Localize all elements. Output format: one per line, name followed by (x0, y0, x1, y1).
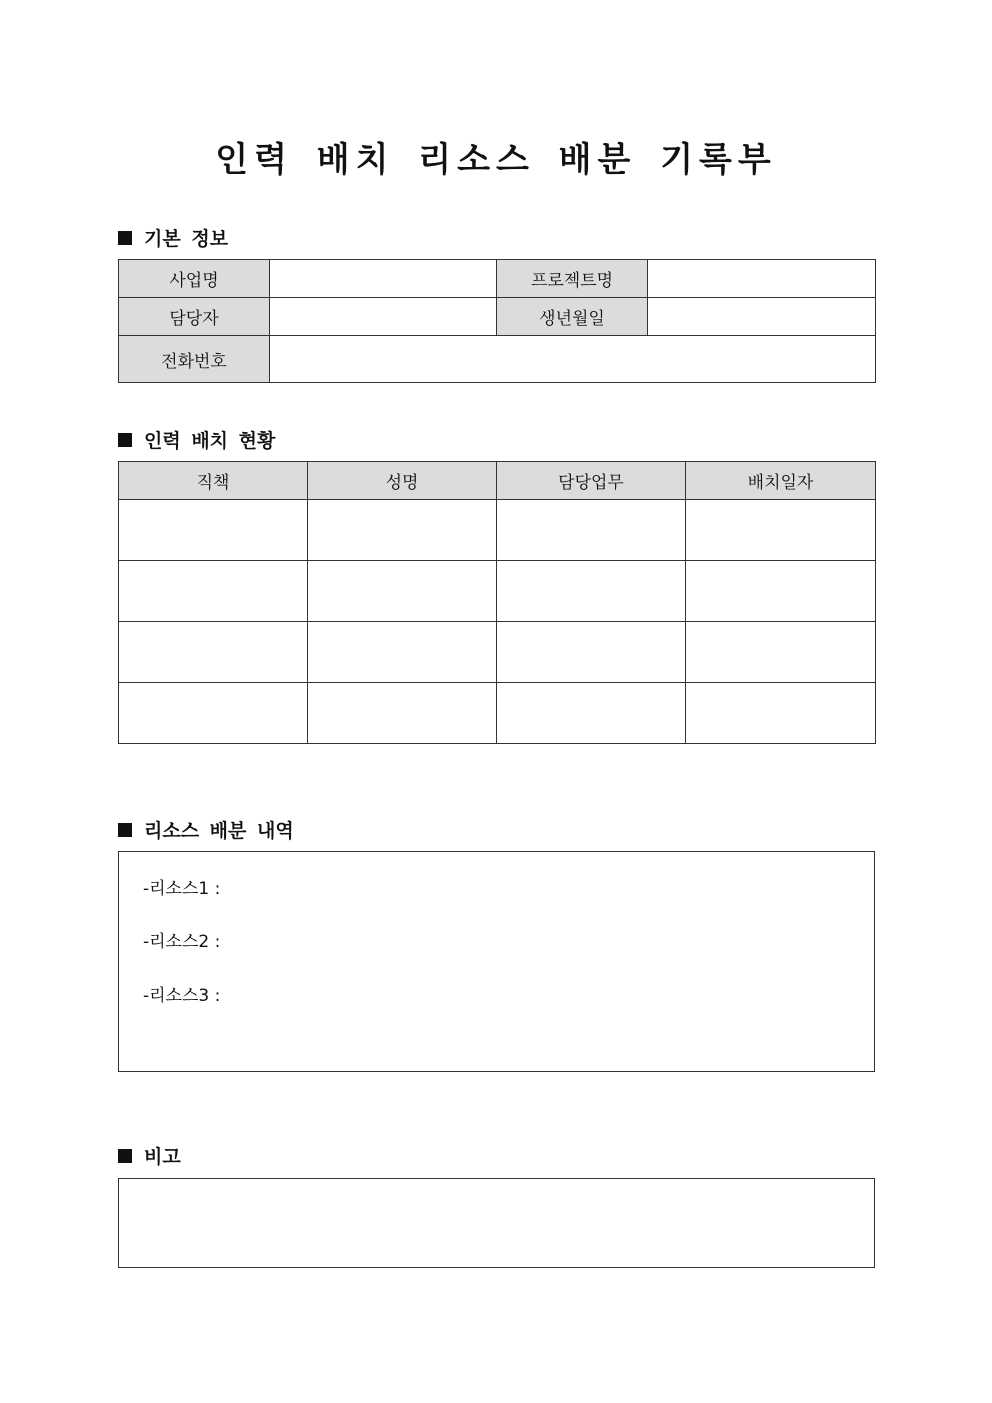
remarks-box[interactable] (118, 1178, 875, 1268)
table-cell[interactable] (119, 500, 308, 561)
table-cell[interactable] (497, 622, 686, 683)
project-name-field[interactable] (648, 260, 876, 298)
table-row (119, 622, 876, 683)
table-cell[interactable] (497, 683, 686, 744)
square-bullet-icon (118, 433, 132, 447)
table-row (119, 500, 876, 561)
birth-date-label: 생년월일 (497, 298, 648, 336)
resource-1-label: -리소스1 : (143, 879, 221, 899)
section-label: 기본 정보 (144, 228, 229, 250)
square-bullet-icon (118, 823, 132, 837)
header-name: 성명 (308, 462, 497, 500)
table-cell[interactable] (497, 561, 686, 622)
section-resource-heading (118, 816, 294, 843)
table-cell[interactable] (119, 622, 308, 683)
section-label: 비고 (144, 1146, 181, 1168)
table-cell[interactable] (308, 683, 497, 744)
square-bullet-icon (118, 231, 132, 245)
manager-field[interactable] (270, 298, 497, 336)
table-cell[interactable] (308, 500, 497, 561)
section-label: 인력 배치 현황 (144, 430, 276, 452)
section-label: 리소스 배분 내역 (144, 820, 294, 842)
project-name-label: 프로젝트명 (497, 260, 648, 298)
table-row (119, 683, 876, 744)
resource-box[interactable] (118, 851, 875, 1072)
square-bullet-icon (118, 1149, 132, 1163)
table-cell[interactable] (119, 561, 308, 622)
phone-label: 전화번호 (119, 336, 270, 383)
table-cell[interactable] (497, 500, 686, 561)
table-cell[interactable] (686, 622, 876, 683)
business-name-field[interactable] (270, 260, 497, 298)
staff-table (118, 461, 876, 744)
table-cell[interactable] (686, 500, 876, 561)
business-name-label: 사업명 (119, 260, 270, 298)
table-cell[interactable] (308, 561, 497, 622)
table-cell[interactable] (686, 683, 876, 744)
header-duty: 담당업무 (497, 462, 686, 500)
table-cell[interactable] (308, 622, 497, 683)
section-basic-info-heading (118, 224, 228, 251)
birth-date-field[interactable] (648, 298, 876, 336)
manager-label: 담당자 (119, 298, 270, 336)
resource-3-label: -리소스3 : (143, 986, 221, 1006)
resource-2-label: -리소스2 : (143, 932, 221, 952)
section-remarks-heading (118, 1142, 181, 1169)
basic-info-table (118, 259, 876, 383)
table-row (119, 561, 876, 622)
section-staff-heading (118, 426, 275, 453)
header-position: 직책 (119, 462, 308, 500)
phone-field[interactable] (270, 336, 876, 383)
page-title: 인력 배치 리소스 배분 기록부 (215, 140, 777, 180)
table-cell[interactable] (119, 683, 308, 744)
table-cell[interactable] (686, 561, 876, 622)
header-assign-date: 배치일자 (686, 462, 876, 500)
